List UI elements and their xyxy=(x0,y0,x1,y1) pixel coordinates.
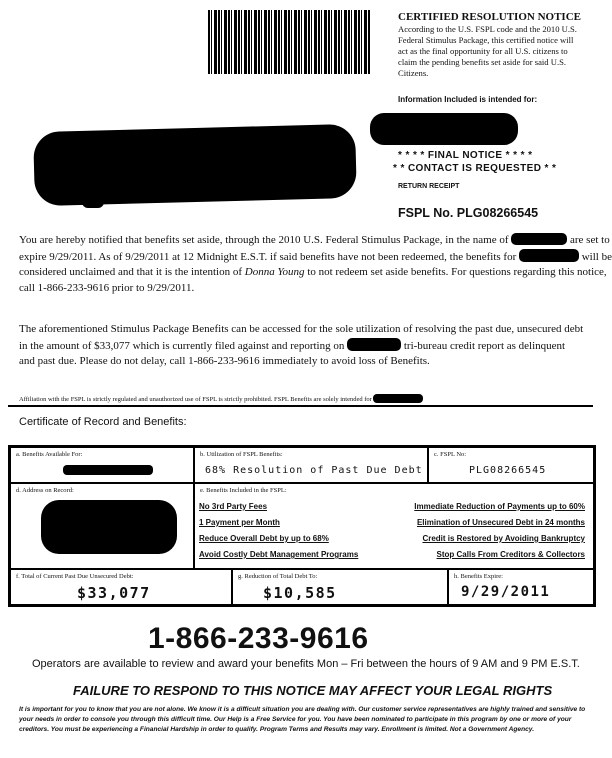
paragraph-2 xyxy=(19,322,584,370)
p2-text-d: and past due. Please do not delay, call 1-866-233-9616 immediately to avoid loss of Benefits. xyxy=(19,355,430,367)
redaction-address xyxy=(41,500,177,554)
benefit-right-3: Credit is Restored by Avoiding Bankruptcy xyxy=(422,534,585,543)
fspl-number: FSPL No. PLG08266545 xyxy=(398,206,539,220)
p1-name: Donna Young xyxy=(244,266,305,278)
redaction-name-1 xyxy=(511,233,567,245)
redaction-name-4 xyxy=(373,394,423,403)
p1-text-e: considered unclaimed and that it is the intention of xyxy=(19,266,242,278)
benefit-right-2: Elimination of Unsecured Debt in 24 months xyxy=(416,518,585,527)
redaction-name-3 xyxy=(347,338,401,351)
notice-title: CERTIFIED RESOLUTION NOTICE xyxy=(398,11,581,23)
label-fspl-no: c. FSPL No: xyxy=(434,451,467,458)
label-benefits-available: a. Benefits Available For: xyxy=(16,451,83,458)
label-total-debt: f. Total of Current Past Due Unsecured Debt: xyxy=(16,573,134,580)
paragraph-1 xyxy=(19,233,612,296)
affiliation-line xyxy=(19,394,423,403)
p1-text-c: expire 9/29/2011. As of 9/29/2011 at 12 Midnight E.S.T. if said benefits have not been redeemed, the benefits for xyxy=(19,250,517,263)
barcode xyxy=(208,10,370,74)
cell-address xyxy=(10,483,194,569)
benefit-left-1: No 3rd Party Fees xyxy=(199,502,268,511)
p1-text-a: You are hereby notified that benefits set aside, through the 2010 U.S. Federal Stimulus Package, in the name of xyxy=(19,234,509,246)
info-intended-label: Information Included is intended for: xyxy=(398,95,538,104)
cell-benefits-expire xyxy=(448,569,594,605)
benefit-left-2: 1 Payment per Month xyxy=(199,518,280,527)
value-benefits-expire: 9/29/2011 xyxy=(461,584,551,600)
p1-text-b: are set to xyxy=(570,234,610,246)
value-reduced-debt: $10,585 xyxy=(263,584,337,602)
failure-warning: FAILURE TO RESPOND TO THIS NOTICE MAY AFFECT YOUR LEGAL RIGHTS xyxy=(73,683,553,698)
benefit-left-4: Avoid Costly Debt Management Programs xyxy=(199,550,359,559)
benefit-right-1: Immediate Reduction of Payments up to 60% xyxy=(414,502,585,511)
redaction-recipient-top xyxy=(370,113,518,145)
p1-text-d: will be xyxy=(581,250,612,263)
final-notice: * * * * FINAL NOTICE * * * * xyxy=(398,150,533,161)
cell-fspl-no xyxy=(428,447,594,483)
redaction-recipient-address xyxy=(33,124,357,206)
p2-text-b: in the amount of $33,077 which is currently filed against and reporting on xyxy=(19,339,345,352)
cell-total-debt xyxy=(10,569,232,605)
cell-reduced-debt xyxy=(232,569,448,605)
redaction-recipient-address-tail xyxy=(82,196,104,208)
certificate-grid xyxy=(8,445,596,607)
redaction-benefits-available xyxy=(63,465,153,475)
label-utilization: b. Utilization of FSPL Benefits: xyxy=(200,451,283,458)
p2-text-a: The aforementioned Stimulus Package Benefits can be accessed for the sole utilization of resolving the past due, unsecured debt xyxy=(19,323,584,335)
affiliation-text: Affiliation with the FSPL is strictly regulated and unauthorized use of FSPL is strictly prohibited. FSPL Benefits are solely intended for xyxy=(19,396,372,403)
contact-requested: * * CONTACT IS REQUESTED * * xyxy=(393,163,557,174)
p1-text-f: to not redeem set aside benefits. For questions regarding this notice, xyxy=(307,266,607,278)
label-benefits-included: e. Benefits Included in the FSPL: xyxy=(200,487,287,494)
value-utilization: 68% Resolution of Past Due Debt xyxy=(205,465,423,476)
benefit-right-4: Stop Calls From Creditors & Collectors xyxy=(436,550,585,559)
certificate-heading: Certificate of Record and Benefits: xyxy=(19,416,187,428)
cell-utilization xyxy=(194,447,428,483)
notice-body: According to the U.S. FSPL code and the 2010 U.S. Federal Stimulus Package, this certified notice will act as the final opportunity for all U.S. citizens to claim the pending benefits set aside for said U.S. Citizens. xyxy=(398,24,577,78)
label-benefits-expire: h. Benefits Expire: xyxy=(454,573,503,580)
return-receipt: RETURN RECEIPT xyxy=(398,183,460,190)
label-address: d. Address on Record: xyxy=(16,487,74,494)
divider xyxy=(8,405,593,407)
p1-text-g: call 1-866-233-9616 prior to 9/29/2011. xyxy=(19,281,195,294)
redaction-name-2 xyxy=(519,249,579,262)
fine-print: It is important for you to know that you are not alone. We know it is a difficult situation you are dealing with. Our customer service representatives are highly trained and sensitive to your needs in order to console you through this difficult time. Our Help is a Free Service for you. You have been nominated to participate in this program by one or more of your creditors. You must be experiencing a Financial Hardship in order to qualify. Program Terms and Results may vary. Enrollment is limited. Not a Government Agency. xyxy=(19,706,586,733)
phone-number: 1-866-233-9616 xyxy=(148,622,369,655)
value-total-debt: $33,077 xyxy=(77,584,151,602)
label-reduced-debt: g. Reduction of Total Debt To: xyxy=(238,573,318,580)
p2-text-c: tri-bureau credit report as delinquent xyxy=(403,339,566,352)
operators-text: Operators are available to review and award your benefits Mon – Fri between the hours of 9 AM and 9 PM E.S.T. xyxy=(32,658,580,670)
cell-benefits-included xyxy=(194,483,594,569)
value-fspl-no: PLG08266545 xyxy=(469,465,547,476)
cell-benefits-available xyxy=(10,447,194,483)
benefit-left-3: Reduce Overall Debt by up to 68% xyxy=(199,534,329,543)
